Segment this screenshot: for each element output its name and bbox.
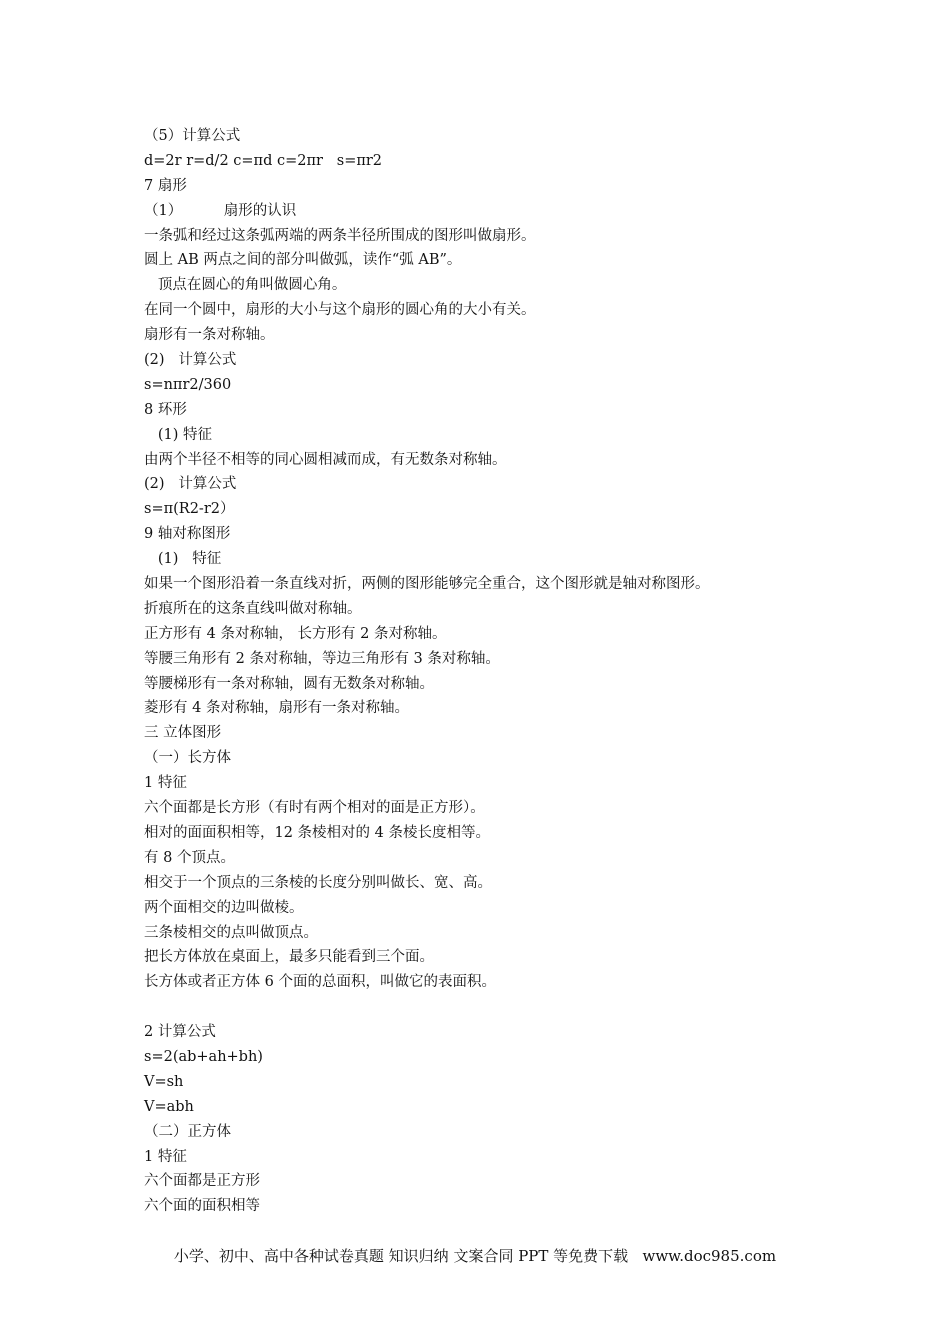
- text-line: 一条弧和经过这条弧两端的两条半径所围成的图形叫做扇形。: [144, 227, 536, 244]
- text-line: s=2(ab+ah+bh): [144, 1048, 263, 1065]
- text-line: （1） 扇形的认识: [144, 202, 297, 219]
- text-line: 有 8 个顶点。: [144, 849, 235, 866]
- blank-line: [144, 995, 904, 1020]
- text-line: 菱形有 4 条对称轴，扇形有一条对称轴。: [144, 700, 409, 717]
- text-line: 8 环形: [144, 401, 187, 418]
- text-line: 顶点在圆心的角叫做圆心角。: [144, 277, 347, 294]
- text-line: (2) 计算公式: [144, 476, 237, 493]
- text-line: 两个面相交的边叫做棱。: [144, 899, 304, 916]
- text-line: 三 立体图形: [144, 725, 222, 742]
- text-line: 等腰三角形有 2 条对称轴，等边三角形有 3 条对称轴。: [144, 650, 500, 667]
- text-line: 三条棱相交的点叫做顶点。: [144, 924, 318, 941]
- text-line: V=sh: [144, 1073, 184, 1090]
- text-line: 在同一个圆中，扇形的大小与这个扇形的圆心角的大小有关。: [144, 302, 536, 319]
- text-line: 长方体或者正方体 6 个面的总面积，叫做它的表面积。: [144, 974, 496, 991]
- text-line: 如果一个图形沿着一条直线对折，两侧的图形能够完全重合，这个图形就是轴对称图形。: [144, 576, 710, 593]
- text-line: 9 轴对称图形: [144, 526, 231, 543]
- text-line: 正方形有 4 条对称轴， 长方形有 2 条对称轴。: [144, 625, 447, 642]
- text-line: 1 特征: [144, 1148, 187, 1165]
- text-line: 等腰梯形有一条对称轴，圆有无数条对称轴。: [144, 675, 434, 692]
- text-line: (1) 特征: [144, 551, 222, 568]
- text-line: 7 扇形: [144, 177, 187, 194]
- text-line: （二）正方体: [144, 1123, 231, 1140]
- text-line: 相对的面面积相等，12 条棱相对的 4 条棱长度相等。: [144, 824, 491, 841]
- text-line: 由两个半径不相等的同心圆相减而成，有无数条对称轴。: [144, 451, 507, 468]
- text-line: (2) 计算公式: [144, 352, 237, 369]
- text-line: s=π(R2-r2）: [144, 501, 235, 518]
- text-line: 把长方体放在桌面上，最多只能看到三个面。: [144, 949, 434, 966]
- text-line: d=2r r=d/2 c=πd c=2πr s=πr2: [144, 152, 383, 169]
- text-line: 折痕所在的这条直线叫做对称轴。: [144, 600, 362, 617]
- text-line: 六个面的面积相等: [144, 1198, 260, 1215]
- text-line: 圆上 AB 两点之间的部分叫做弧，读作“弧 AB”。: [144, 252, 462, 269]
- text-line: 六个面都是正方形: [144, 1173, 260, 1190]
- text-line: （一）长方体: [144, 750, 231, 767]
- text-line: 六个面都是长方形（有时有两个相对的面是正方形）。: [144, 800, 485, 817]
- text-line: （5）计算公式: [144, 128, 241, 144]
- text-line: 相交于一个顶点的三条棱的长度分别叫做长、宽、高。: [144, 874, 492, 891]
- page-footer: 小学、初中、高中各种试卷真题 知识归纳 文案合同 PPT 等免费下载 www.doc985.com: [173, 1247, 777, 1265]
- text-line: (1) 特征: [144, 426, 212, 443]
- text-line: 2 计算公式: [144, 1024, 216, 1041]
- text-line: 扇形有一条对称轴。: [144, 327, 275, 344]
- text-line: V=abh: [144, 1098, 194, 1115]
- text-line: s=nπr2/360: [144, 376, 232, 393]
- document-body: [144, 124, 904, 1219]
- text-line: 1 特征: [144, 775, 187, 792]
